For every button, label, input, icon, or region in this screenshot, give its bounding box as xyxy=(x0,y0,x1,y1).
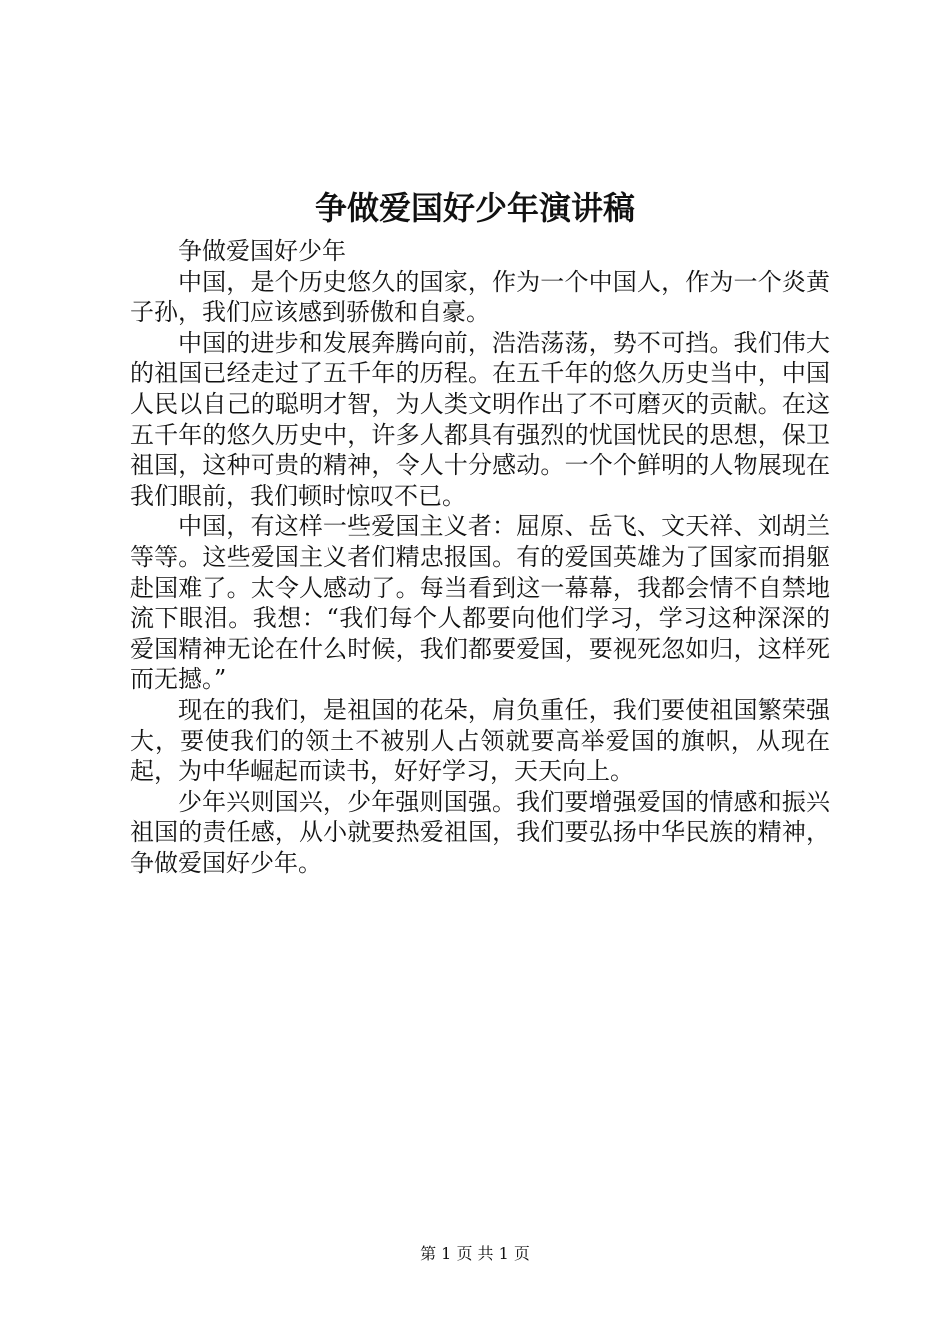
paragraph-1: 中国，是个历史悠久的国家，作为一个中国人，作为一个炎黄子孙，我们应该感到骄傲和自豪。 xyxy=(130,267,830,327)
paragraph-4: 现在的我们，是祖国的花朵，肩负重任，我们要使祖国繁荣强大，要使我们的领土不被别人占领就要高举爱国的旗帜，从现在起，为中华崛起而读书，好好学习，天天向上。 xyxy=(130,695,830,786)
paragraph-2: 中国的进步和发展奔腾向前，浩浩荡荡，势不可挡。我们伟大的祖国已经走过了五千年的历程。在五千年的悠久历史当中，中国人民以自己的聪明才智，为人类文明作出了不可磨灭的贡献。在这五千年的悠久历史中，许多人都具有强烈的忧国忧民的思想，保卫祖国，这种可贵的精神，令人十分感动。一个个鲜明的人物展现在我们眼前，我们顿时惊叹不已。 xyxy=(130,328,830,510)
paragraph-5: 少年兴则国兴，少年强则国强。我们要增强爱国的情感和振兴祖国的责任感，从小就要热爱祖国，我们要弘扬中华民族的精神，争做爱国好少年。 xyxy=(130,787,830,877)
document-body xyxy=(130,236,830,878)
paragraph-subtitle: 争做爱国好少年 xyxy=(178,237,346,265)
paragraph-3: 中国，有这样一些爱国主义者：屈原、岳飞、文天祥、刘胡兰等等。这些爱国主义者们精忠报国。有的爱国英雄为了国家而捐躯赴国难了。太令人感动了。每当看到这一幕幕，我都会情不自禁地流下眼泪。我想：“我们每个人都要向他们学习，学习这种深深的爱国精神无论在什么时候，我们都要爱国，要视死忽如归，这样死而无撼。” xyxy=(130,512,830,694)
document-title: 争做爱国好少年演讲稿 xyxy=(314,189,635,227)
page-number-footer: 第 1 页 共 1 页 xyxy=(420,1244,530,1263)
